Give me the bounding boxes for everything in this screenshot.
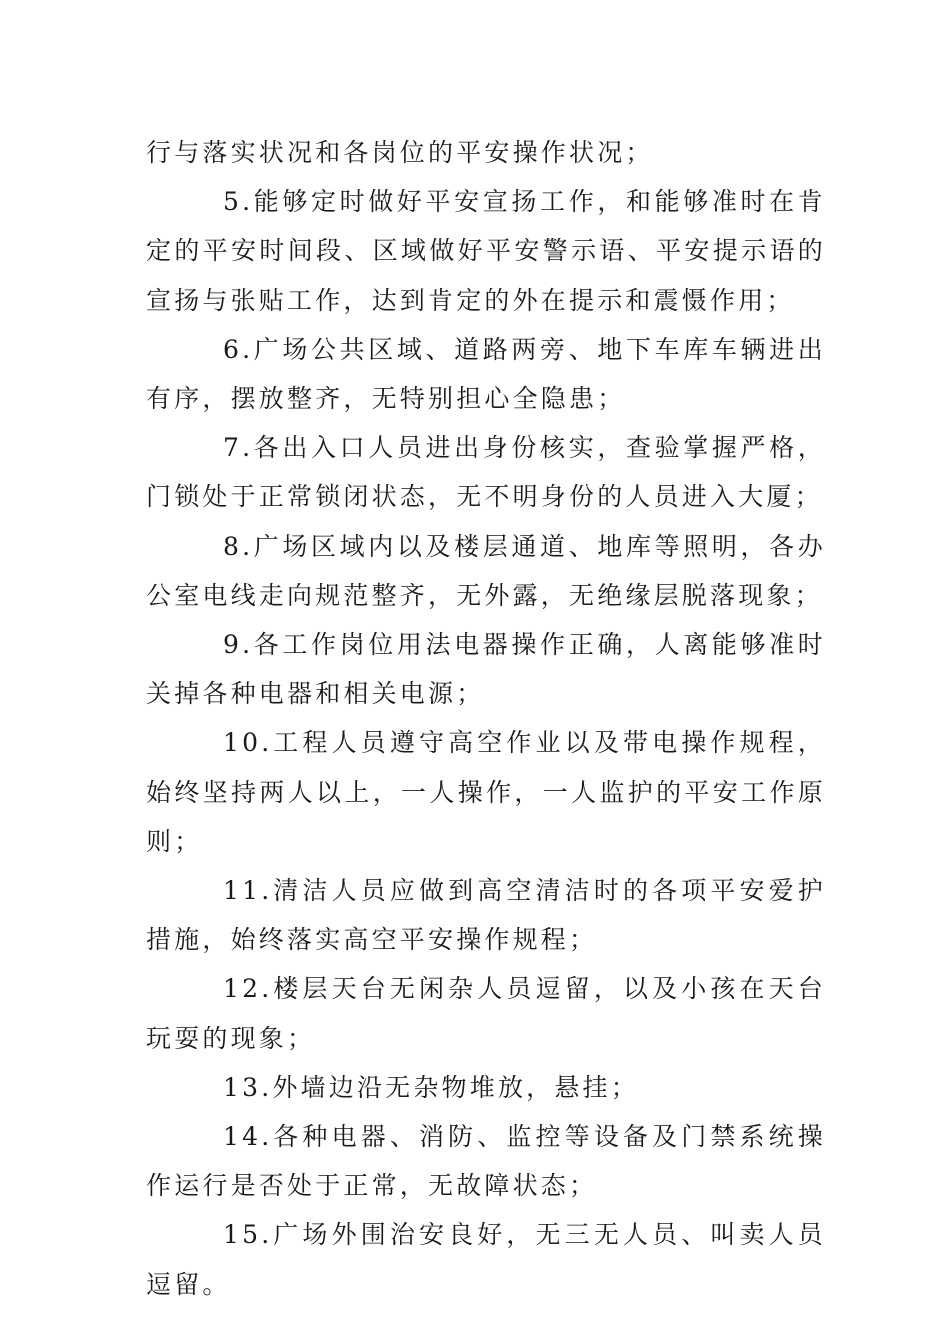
paragraph-item-15: 15.广场外围治安良好，无三无人员、叫卖人员逗留。 — [146, 1220, 826, 1299]
paragraph-item-10: 10.工程人员遵守高空作业以及带电操作规程，始终坚持两人以上，一人操作，一人监护的平安工作原则； — [146, 728, 826, 856]
paragraph-item-12: 12.楼层天台无闲杂人员逗留，以及小孩在天台玩耍的现象； — [146, 974, 826, 1053]
document-body — [146, 128, 826, 1309]
paragraph-item-8: 8.广场区域内以及楼层通道、地库等照明，各办公室电线走向规范整齐，无外露，无绝缘层脱落现象； — [146, 531, 826, 610]
paragraph-item-5: 5.能够定时做好平安宣扬工作，和能够准时在肯定的平安时间段、区域做好平安警示语、平安提示语的宣扬与张贴工作，达到肯定的外在提示和震慑作用； — [146, 187, 826, 315]
paragraph-item-7: 7.各出入口人员进出身份核实，查验掌握严格，门锁处于正常锁闭状态，无不明身份的人员进入大厦； — [146, 433, 826, 512]
paragraph-item-14: 14.各种电器、消防、监控等设备及门禁系统操作运行是否处于正常，无故障状态； — [146, 1122, 826, 1201]
paragraph-item-13: 13.外墙边沿无杂物堆放，悬挂； — [223, 1072, 639, 1102]
paragraph-item-6: 6.广场公共区域、道路两旁、地下车库车辆进出有序，摆放整齐，无特别担心全隐患； — [146, 334, 826, 414]
paragraph-item-9: 9.各工作岗位用法电器操作正确，人离能够准时关掉各种电器和相关电源； — [146, 630, 826, 709]
paragraph-continuation: 行与落实状况和各岗位的平安操作状况； — [146, 138, 654, 167]
paragraph-item-11: 11.清洁人员应做到高空清洁时的各项平安爱护措施，始终落实高空平安操作规程； — [146, 876, 826, 955]
